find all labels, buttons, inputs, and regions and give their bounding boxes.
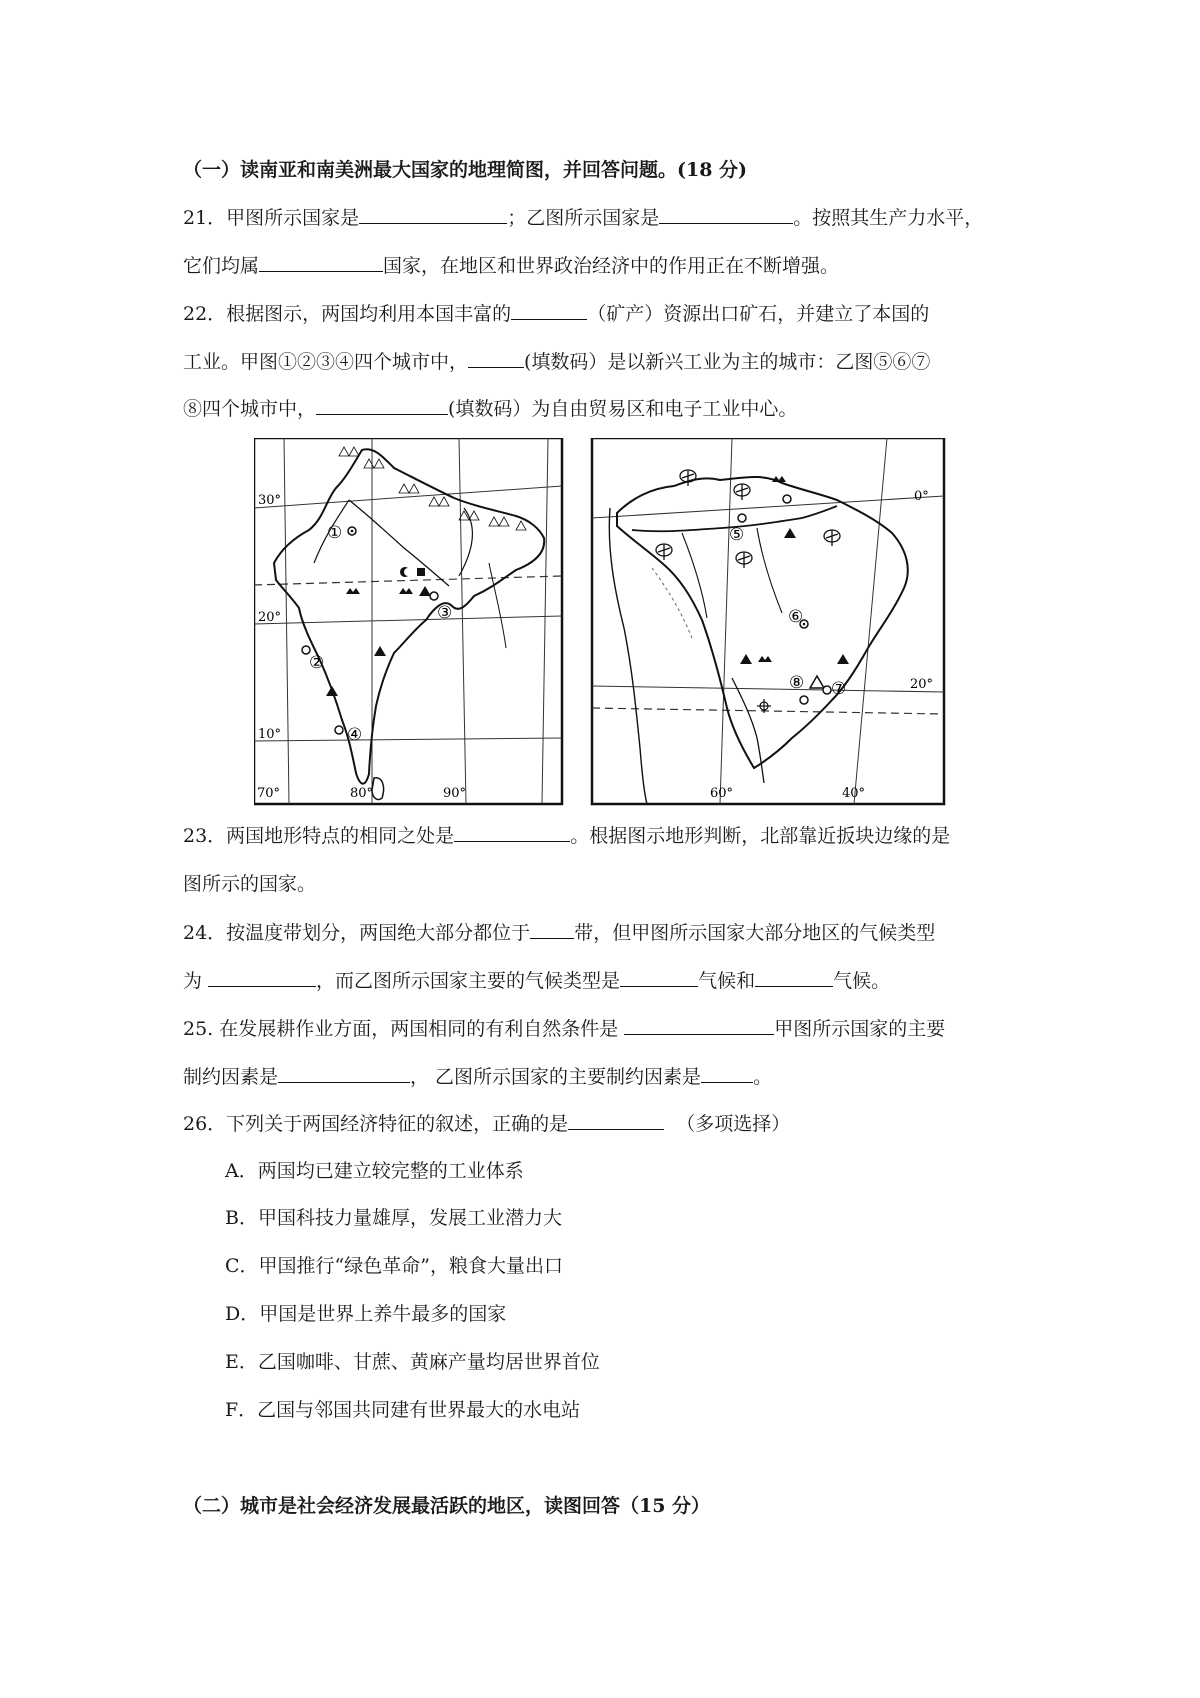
q22-text-b: （矿产）资源出口矿石，并建立了本国的	[587, 303, 930, 325]
question-21-line-1	[183, 205, 983, 230]
city-label-6: ⑥	[788, 607, 804, 627]
question-23-line-2: 图所示的国家。	[183, 873, 317, 895]
coal-square-icon	[417, 568, 425, 576]
q26-blank-answer[interactable]	[568, 1111, 664, 1130]
q22-text-a: 22．根据图示，两国均利用本国丰富的	[183, 303, 512, 325]
map-south-asia	[254, 438, 562, 804]
lon-label-40: 40°	[842, 786, 866, 801]
q21-blank-development[interactable]	[259, 253, 383, 272]
question-22-line-3	[183, 396, 797, 421]
lon-label-90: 90°	[443, 786, 467, 801]
q24-blank-climate-a[interactable]	[208, 968, 316, 987]
lat-label-20: 20°	[258, 610, 282, 625]
question-22-line-2	[183, 349, 930, 374]
lat-label-10: 10°	[258, 727, 282, 742]
city-label-8: ⑧	[789, 673, 805, 693]
q26-option-f[interactable]: F．乙国与邻国共同建有世界最大的水电站	[225, 1399, 581, 1421]
q22-blank-city-a[interactable]	[468, 349, 524, 368]
question-25-line-2	[183, 1064, 772, 1089]
maps-figure	[254, 438, 1044, 812]
question-24-line-1	[183, 920, 935, 945]
q22-text-e: ⑧四个城市中，	[183, 398, 317, 420]
q24-text-d: ，而乙图所示国家主要的气候类型是	[316, 970, 621, 992]
q23-text-b: 。根据图示地形判断，北部靠近扳块边缘的是	[570, 825, 951, 847]
q26-option-b[interactable]: B．甲国科技力量雄厚，发展工业潜力大	[225, 1207, 562, 1229]
q22-text-c: 工业。甲图①②③④四个城市中，	[183, 351, 469, 373]
question-24-line-2	[183, 968, 890, 993]
section-1-heading: （一）读南亚和南美洲最大国家的地理简图，并回答问题。(18 分)	[183, 159, 748, 181]
q22-blank-city-b[interactable]	[316, 396, 448, 415]
lon-label-60: 60°	[710, 786, 734, 801]
q26-option-a[interactable]: A．两国均已建立较完整的工业体系	[225, 1160, 524, 1182]
q25-text-b: 甲图所示国家的主要	[774, 1018, 946, 1040]
q26-option-e[interactable]: E．乙国咖啡、甘蔗、黄麻产量均居世界首位	[225, 1351, 600, 1373]
city-marker-5	[738, 514, 746, 522]
city-marker-3	[430, 592, 438, 600]
question-22-line-1	[183, 301, 929, 326]
q21-blank-country-a[interactable]	[359, 205, 507, 224]
q26-option-c[interactable]: C．甲国推行“绿色革命”，粮食大量出口	[225, 1255, 563, 1277]
q24-text-f: 气候。	[833, 970, 891, 992]
q26-option-d[interactable]: D．甲国是世界上养牛最多的国家	[225, 1303, 507, 1325]
q26-text-b: （多项选择）	[676, 1113, 791, 1135]
city-label-1: ①	[327, 523, 343, 543]
city-label-2: ②	[309, 653, 325, 673]
q24-text-b: 带，但甲图所示国家大部分地区的气候类型	[574, 922, 936, 944]
city-label-4: ④	[347, 725, 363, 745]
q24-blank-climate-b[interactable]	[620, 968, 698, 987]
q22-text-d: (填数码）是以新兴工业为主的城市：乙图⑤⑥⑦	[524, 351, 931, 373]
city-marker-north	[783, 495, 791, 503]
q21-text-b: ；乙图所示国家是	[507, 207, 660, 229]
q24-text-e: 气候和	[698, 970, 756, 992]
city-label-5: ⑤	[729, 525, 745, 545]
q22-blank-mineral[interactable]	[511, 301, 587, 320]
question-21-line-2	[183, 253, 839, 278]
q21-text-e: 国家，在地区和世界政治经济中的作用正在不断增强。	[383, 255, 840, 277]
q22-text-f: (填数码）为自由贸易区和电子工业中心。	[448, 398, 798, 420]
q21-blank-country-b[interactable]	[659, 205, 793, 224]
q25-text-a: 25. 在发展耕作业方面，两国相同的有利自然条件是	[183, 1018, 625, 1040]
city-label-3: ③	[437, 603, 453, 623]
lat-label-0: 0°	[914, 489, 929, 504]
q23-blank-terrain[interactable]	[454, 823, 570, 842]
city-marker-7	[823, 686, 831, 694]
map-brazil	[592, 438, 944, 804]
q24-text-c: 为	[183, 970, 209, 992]
q23-text-a: 23．两国地形特点的相同之处是	[183, 825, 455, 847]
q24-text-a: 24．按温度带划分，两国绝大部分都位于	[183, 922, 531, 944]
q25-text-d: ， 乙图所示国家的主要制约因素是	[410, 1066, 702, 1088]
q25-blank-constraint-a[interactable]	[278, 1064, 410, 1083]
q26-text-a: 26．下列关于两国经济特征的叙述，正确的是	[183, 1113, 569, 1135]
q25-blank-constraint-b[interactable]	[701, 1064, 753, 1083]
lon-label-80: 80°	[350, 786, 374, 801]
question-26-stem	[183, 1111, 790, 1136]
question-25-line-1	[183, 1016, 945, 1041]
city-label-7: ⑦	[831, 679, 847, 699]
q25-blank-condition[interactable]	[624, 1016, 774, 1035]
question-23-line-1	[183, 823, 950, 848]
section-2-heading: （二）城市是社会经济发展最活跃的地区，读图回答（15 分）	[183, 1495, 711, 1517]
q24-blank-climate-c[interactable]	[755, 968, 833, 987]
lon-label-70: 70°	[257, 786, 281, 801]
q21-text-a: 21．甲图所示国家是	[183, 207, 360, 229]
city-marker-4	[335, 726, 343, 734]
q25-text-e: 。	[753, 1066, 773, 1088]
q25-text-c: 制约因素是	[183, 1066, 279, 1088]
lat-label-20s: 20°	[910, 677, 934, 692]
q21-text-d: 它们均属	[183, 255, 260, 277]
q24-blank-zone[interactable]	[530, 920, 574, 939]
city-marker-8	[800, 696, 808, 704]
lat-label-30: 30°	[258, 493, 282, 508]
q21-text-c: 。按照其生产力水平，	[793, 207, 984, 229]
